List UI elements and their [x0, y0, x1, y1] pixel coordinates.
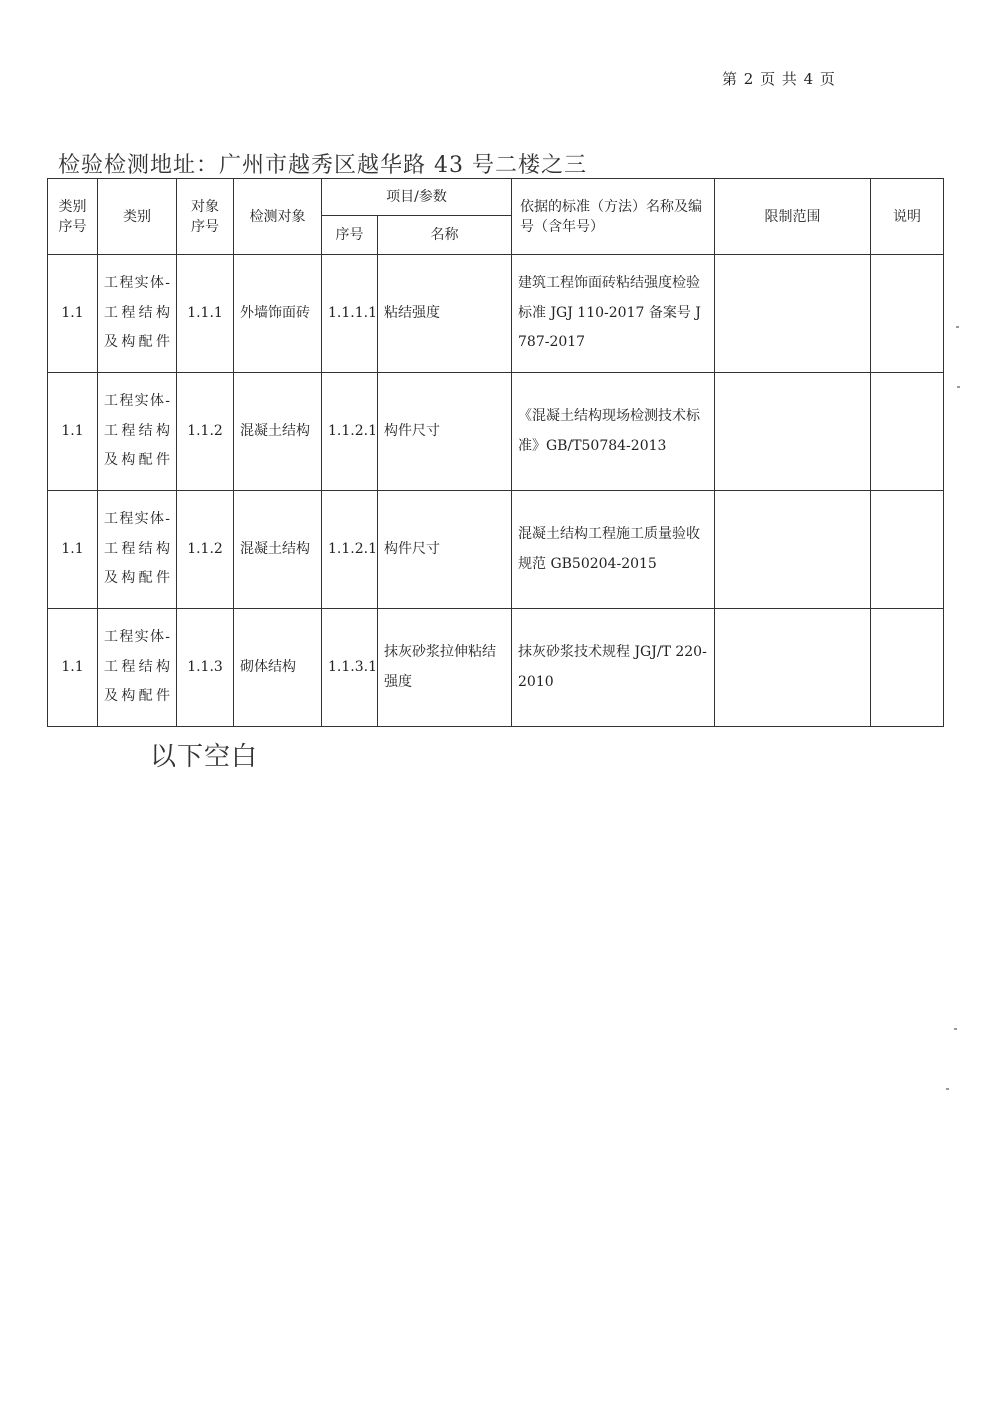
- cell-category-no: 1.1: [48, 491, 98, 609]
- cell-standard: 建筑工程饰面砖粘结强度检验标准 JGJ 110-2017 备案号 J 787-2017: [512, 255, 715, 373]
- table-row: [48, 255, 944, 373]
- cell-object: 砌体结构: [234, 609, 322, 727]
- cell-category-no: 1.1: [48, 373, 98, 491]
- cell-category: 工程实体-工程结构及构配件: [98, 491, 177, 609]
- header-object: 检测对象: [234, 179, 322, 255]
- header-category: 类别: [98, 179, 177, 255]
- cell-limit: [715, 491, 871, 609]
- cell-object-no: 1.1.2: [177, 373, 234, 491]
- table-row: [48, 373, 944, 491]
- header-category-no: 类别序号: [48, 179, 98, 255]
- header-item-no: 序号: [322, 216, 378, 255]
- scan-speck: [956, 326, 959, 328]
- header-note: 说明: [871, 179, 944, 255]
- cell-object-no: 1.1.3: [177, 609, 234, 727]
- header-limit: 限制范围: [715, 179, 871, 255]
- cell-note: [871, 255, 944, 373]
- cell-item-no: 1.1.2.1: [322, 373, 378, 491]
- cell-item-name: 抹灰砂浆拉伸粘结强度: [378, 609, 512, 727]
- cell-limit: [715, 373, 871, 491]
- blank-below-note: 以下空白: [150, 742, 259, 772]
- testing-address: 检验检测地址：广州市越秀区越华路 43 号二楼之三: [58, 153, 587, 178]
- header-item-param: 项目/参数: [322, 179, 512, 216]
- header-object-no: 对象序号: [177, 179, 234, 255]
- cell-object: 混凝土结构: [234, 373, 322, 491]
- header-row: [48, 179, 944, 216]
- cell-note: [871, 491, 944, 609]
- header-item-name: 名称: [378, 216, 512, 255]
- header-standard: 依据的标准（方法）名称及编号（含年号）: [512, 179, 715, 255]
- cell-object: 外墙饰面砖: [234, 255, 322, 373]
- cell-item-name: 构件尺寸: [378, 491, 512, 609]
- cell-item-name: 粘结强度: [378, 255, 512, 373]
- cell-object-no: 1.1.1: [177, 255, 234, 373]
- cell-standard: 抹灰砂浆技术规程 JGJ/T 220-2010: [512, 609, 715, 727]
- cell-category: 工程实体-工程结构及构配件: [98, 255, 177, 373]
- cell-category-no: 1.1: [48, 609, 98, 727]
- cell-item-name: 构件尺寸: [378, 373, 512, 491]
- cell-category-no: 1.1: [48, 255, 98, 373]
- table-row: [48, 609, 944, 727]
- scan-speck: [957, 386, 960, 388]
- page-number: 第 2 页 共 4 页: [722, 70, 836, 88]
- cell-category: 工程实体-工程结构及构配件: [98, 373, 177, 491]
- scan-speck: [946, 1088, 949, 1090]
- cell-standard: 混凝土结构工程施工质量验收规范 GB50204-2015: [512, 491, 715, 609]
- cell-item-no: 1.1.1.1: [322, 255, 378, 373]
- cell-object-no: 1.1.2: [177, 491, 234, 609]
- cell-category: 工程实体-工程结构及构配件: [98, 609, 177, 727]
- cell-note: [871, 373, 944, 491]
- cell-note: [871, 609, 944, 727]
- table-row: [48, 491, 944, 609]
- cell-limit: [715, 255, 871, 373]
- cell-object: 混凝土结构: [234, 491, 322, 609]
- cell-standard: 《混凝土结构现场检测技术标准》GB/T50784-2013: [512, 373, 715, 491]
- cell-item-no: 1.1.3.1: [322, 609, 378, 727]
- scan-speck: [954, 1028, 957, 1030]
- cell-limit: [715, 609, 871, 727]
- scope-table: [47, 178, 944, 727]
- cell-item-no: 1.1.2.1: [322, 491, 378, 609]
